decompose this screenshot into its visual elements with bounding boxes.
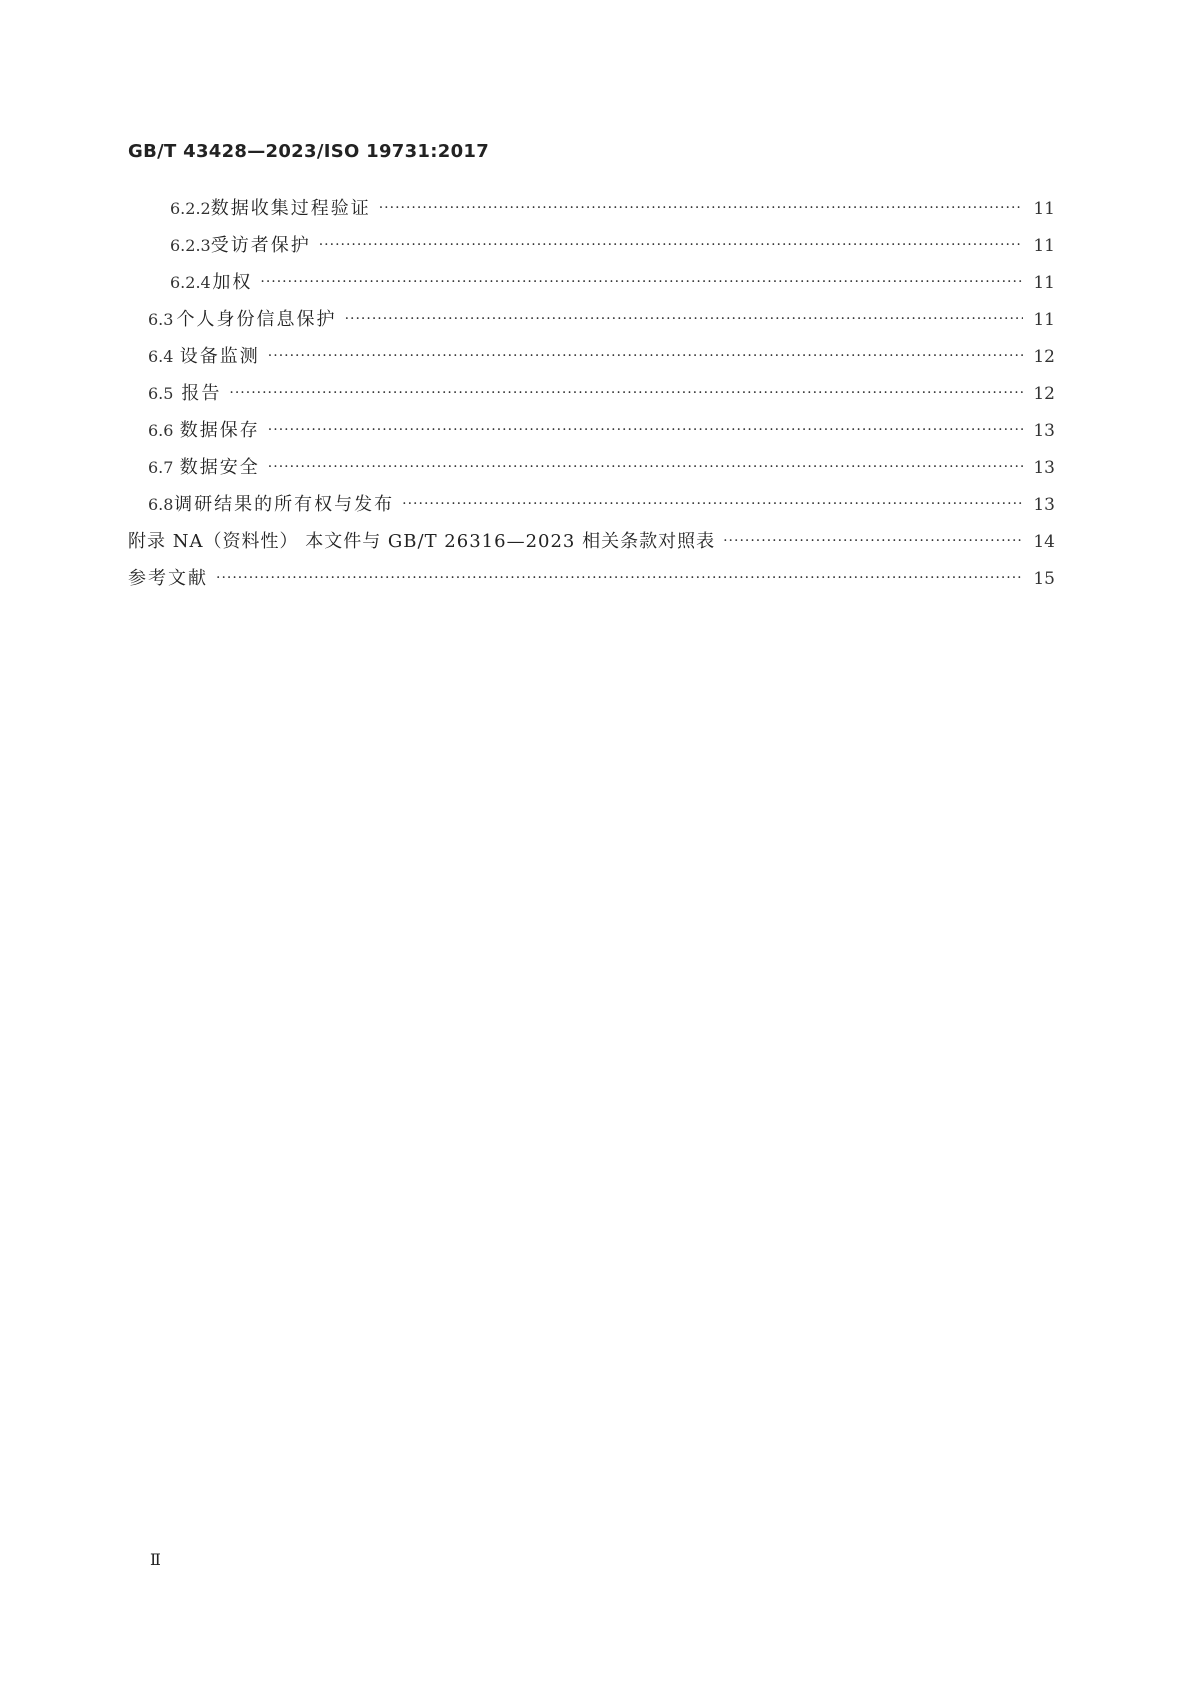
toc-entry[interactable] <box>148 455 1055 481</box>
toc-dot-leader <box>379 195 1024 221</box>
toc-entry-title: 设备监测 <box>179 346 260 367</box>
toc-entry-number: 6.2.3 <box>170 236 211 255</box>
toc-entry[interactable] <box>148 344 1055 370</box>
toc-entry-page: 15 <box>1033 569 1055 589</box>
toc-entry[interactable] <box>148 307 1055 333</box>
toc-entry[interactable] <box>170 196 1055 222</box>
toc-dot-leader <box>268 343 1024 369</box>
toc-entry-number: 6.6 <box>148 421 174 440</box>
toc-entry-page: 11 <box>1033 273 1055 293</box>
toc-entry-title: 受访者保护 <box>210 235 311 256</box>
toc-entry-title: 加权 <box>212 272 253 293</box>
toc-entry-number: 6.2.4 <box>170 273 211 292</box>
toc-entry-number: 6.8 <box>148 495 174 514</box>
toc-dot-leader <box>268 454 1024 480</box>
toc-entry-title: 个人身份信息保护 <box>176 309 337 330</box>
toc-entry-title: 调研结果的所有权与发布 <box>174 494 395 515</box>
toc-entry-page: 13 <box>1033 495 1055 515</box>
toc-entry-annex[interactable] <box>128 529 1055 555</box>
toc-entry-page: 12 <box>1033 347 1055 367</box>
toc-dot-leader <box>260 269 1023 295</box>
toc-entry[interactable] <box>170 233 1055 259</box>
toc-entry-number: 6.4 <box>148 347 174 366</box>
toc-dot-leader <box>319 232 1024 258</box>
toc-entry-page: 11 <box>1033 199 1055 219</box>
toc-dot-leader <box>268 417 1024 443</box>
page-number-footer: Ⅱ <box>150 1550 161 1569</box>
toc-entry-title: 报告 <box>181 383 222 404</box>
toc-entry-title: 附录 NA（资料性） 本文件与 GB/T 26316—2023 相关条款对照表 <box>128 531 716 552</box>
toc-dot-leader <box>229 380 1023 406</box>
toc-entry-title: 参考文献 <box>128 568 208 589</box>
toc-entry-page: 12 <box>1033 384 1055 404</box>
toc-entry-title: 数据安全 <box>179 457 260 478</box>
toc-entry-number: 6.2.2 <box>170 199 211 218</box>
toc-entry-page: 13 <box>1033 458 1055 478</box>
toc-dot-leader <box>723 528 1023 554</box>
toc-entry-title: 数据保存 <box>179 420 260 441</box>
toc-entry-number: 6.7 <box>148 458 174 477</box>
toc-entry-number: 6.5 <box>148 384 174 403</box>
toc-dot-leader <box>345 306 1024 332</box>
toc-entry[interactable] <box>148 492 1055 518</box>
document-header: GB/T 43428—2023/ISO 19731:2017 <box>128 141 490 162</box>
toc-entry-page: 13 <box>1033 421 1055 441</box>
toc-entry-page: 14 <box>1033 532 1055 552</box>
toc-entry[interactable] <box>148 418 1055 444</box>
toc-entry-page: 11 <box>1033 236 1055 256</box>
toc-entry[interactable] <box>170 270 1055 296</box>
toc-entry-title: 数据收集过程验证 <box>210 198 371 219</box>
toc-entry-page: 11 <box>1033 310 1055 330</box>
toc-entry-bibliography[interactable] <box>128 566 1055 592</box>
toc-dot-leader <box>216 565 1023 591</box>
toc-entry[interactable] <box>148 381 1055 407</box>
toc-dot-leader <box>402 491 1023 517</box>
toc-entry-number: 6.3 <box>148 310 174 329</box>
